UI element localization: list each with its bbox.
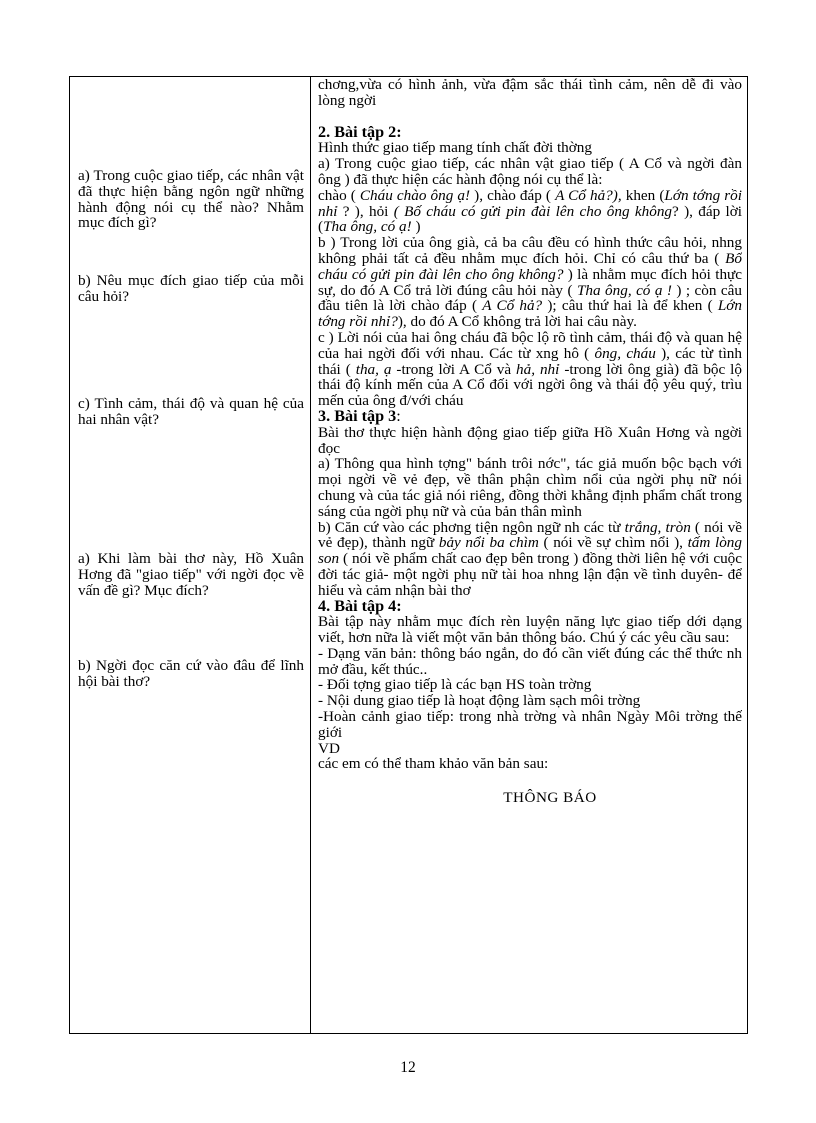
column-divider [310,77,311,1033]
exercise-4-item-4: -Hoàn cảnh giao tiếp: trong nhà trờng và nhân Ngày Môi trờng thế giới [318,708,742,741]
exercise-3-answer-a: a) Thông qua hình tợng" bánh trôi nớc", tác giả muốn bộc bạch với mọi ngời về vẻ đẹp, về thân phận chìm nổi của ngời phụ nữ nói chung và của tác giả nói riêng, đồng thời khẳng định phẩm chất trong sáng của ngời phụ nữ và của bản thân mình [318,455,742,520]
answers-column [318,77,742,1033]
content-table [69,76,748,1034]
question-ex2-b: b) Nêu mục đích giao tiếp của mỗi câu hỏi? [78,272,304,305]
question-ex3-a: a) Khi làm bài thơ này, Hồ Xuân Hơng đã "giao tiếp" với ngời đọc về vấn đề gì? Mục đích? [78,550,304,599]
notice-title: THÔNG BÁO [503,789,597,807]
exercise-4-paragraph: Bài tập này nhằm mục đích rèn luyện năng lực giao tiếp dới dạng viết, hơn nữa là viết một văn bản thông báo. Chú ý các yêu cầu sau: [318,613,742,647]
question-ex2-a: a) Trong cuộc giao tiếp, các nhân vật đã thực hiện bằng ngôn ngữ những hành động nói cụ thể nào? Nhằm mục đích gì? [78,167,304,232]
exercise-4-heading: 4. Bài tập 4: [318,596,402,615]
exercise-2-heading: 2. Bài tập 2: [318,122,402,141]
exercise-3-heading: 3. Bài tập 3: [318,406,401,425]
page-number: 12 [400,1059,416,1076]
exercise-2-answer-c: c ) Lời nói của hai ông cháu đã bộc lộ rõ tình cảm, thái độ và quan hệ của hai ngời đối với nhau. Các từ xng hô ( ông, cháu ), các từ tình thái ( tha, ạ -trong lời A Cổ và hả, nhỉ -trong lời ông già) đã bộc lộ thái độ kính mến của A Cổ đối với ngời ông và thái độ yêu quý, trìu mến của ông đ/với cháu [318,328,742,410]
exercise-4-item-2: - Đối tợng giao tiếp là các bạn HS toàn trờng [318,676,592,694]
exercise-2-answer-b: b ) Trong lời của ông già, cả ba câu đều có hình thức câu hỏi, nhng không phải tất cả đều nhằm mục đích hỏi. Chỉ có câu thứ ba ( Bố cháu có gửi pin đài lên cho ông không? ) là nhằm mục đích hỏi thực sự, do đó A Cổ trả lời đúng câu hỏi này ( Tha ông, có ạ ! ) ; còn câu đầu tiên là lời chào đáp ( A Cổ hả? ); câu thứ hai là để khen ( Lớn tớng rồi nhỉ?), do đó A Cổ không trả lời hai câu này. [318,234,742,331]
exercise-4-example-label: VD [318,739,340,757]
exercise-3-line1: Bài thơ thực hiện hành động giao tiếp giữa Hồ Xuân Hơng và ngời đọc [318,423,742,457]
exercise-2-answer-a: a) Trong cuộc giao tiếp, các nhân vật giao tiếp ( A Cổ và ngời đàn ông ) đã thực hiện các hành động nói cụ thể là: chào ( Cháu chào ông ạ! ), chào đáp ( A Cổ hả?), khen (Lớn tớng rồi nhỉ ? ), hỏi ( Bố cháu có gửi pin đài lên cho ông không? ), đáp lời (Tha ông, có ạ! ) [318,155,742,236]
question-ex3-b: b) Ngời đọc căn cứ vào đâu để lĩnh hội bài thơ? [78,657,304,690]
exercise-2-line1: Hình thức giao tiếp mang tính chất đời thờng [318,139,592,157]
question-ex2-c: c) Tình cảm, thái độ và quan hệ của hai nhân vật? [78,395,304,428]
exercise-4-item-3: - Nội dung giao tiếp là hoạt động làm sạch môi trờng [318,692,641,710]
exercise-3-answer-b: b) Căn cứ vào các phơng tiện ngôn ngữ nh các từ trắng, tròn ( nói về vẻ đẹp), thành ngữ bảy nổi ba chìm ( nói về sự chìm nổi ), tấm lòng son ( nói về phẩm chất cao đẹp bên trong ) đồng thời liên hệ với cuộc đời tác giả- một ngời phụ nữ tài hoa nhng lận đận về tình duyên- để hiểu và cảm nhận bài thơ [318,518,742,599]
exercise-4-reference: các em có thể tham khảo văn bản sau: [318,755,549,773]
intro-paragraph: chơng,vừa có hình ảnh, vừa đậm sắc thái tình cảm, nên dễ đi vào lòng ngời [318,77,742,109]
exercise-4-item-1: - Dạng văn bản: thông báo ngắn, do đó cần viết đúng các thể thức nh mở đầu, kết thúc.. [318,644,742,678]
